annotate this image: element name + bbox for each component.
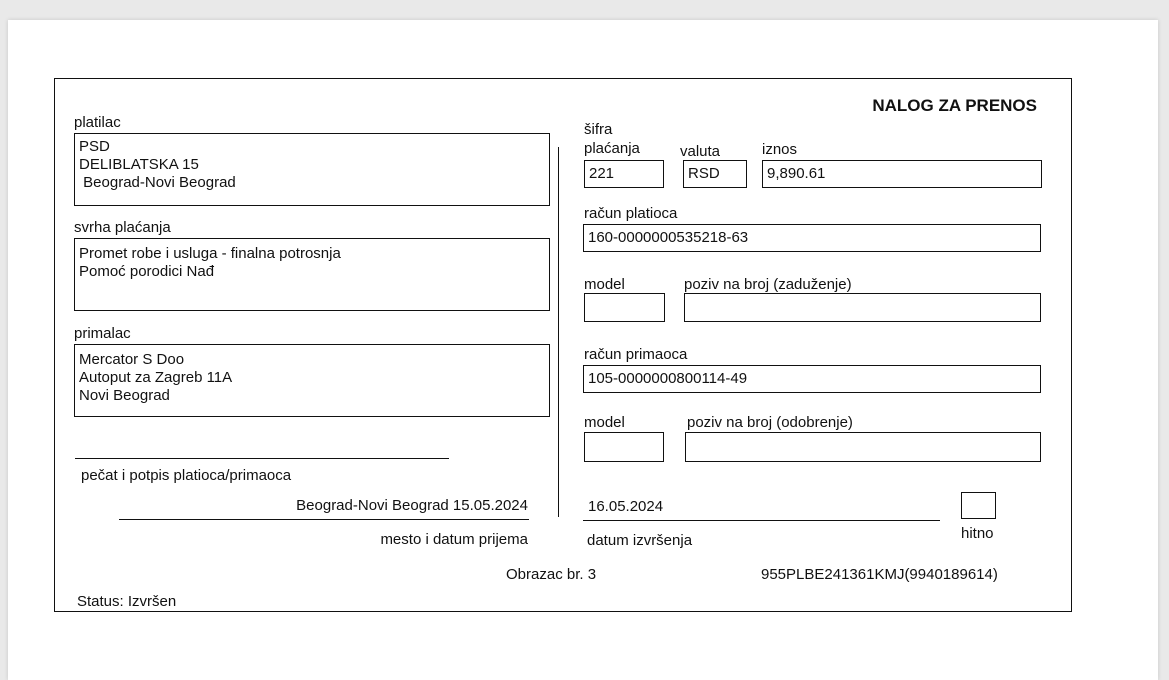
debit-model-label: model <box>584 276 625 293</box>
payer-line-3: Beograd-Novi Beograd <box>79 174 236 191</box>
credit-model-label: model <box>584 414 625 431</box>
form-number: Obrazac br. 3 <box>506 566 597 583</box>
place-date-received-label: mesto i datum prijema <box>380 531 528 548</box>
amount-value: 9,890.61 <box>767 165 826 182</box>
payment-code-value: 221 <box>589 165 615 182</box>
recipient-label: primalac <box>74 325 131 342</box>
credit-reference-value <box>686 433 1040 437</box>
credit-model-value <box>585 433 663 437</box>
recipient-account-box <box>583 365 1041 393</box>
purpose-line-2: Pomoć porodici Nađ <box>79 263 215 280</box>
debit-reference-box <box>684 293 1041 322</box>
place-date-line <box>119 519 529 520</box>
payer-label: platilac <box>74 114 121 131</box>
payer-account-box <box>583 224 1041 252</box>
place-date-received-value: Beograd-Novi Beograd 15.05.2024 <box>296 497 528 514</box>
credit-reference-box <box>685 432 1041 462</box>
signature-line <box>75 458 449 459</box>
currency-value: RSD <box>688 165 720 182</box>
payment-code-box <box>584 160 664 188</box>
purpose-line-1: Promet robe i usluga - finalna potrosnja <box>79 245 341 262</box>
debit-reference-value <box>685 294 1040 298</box>
debit-model-box <box>584 293 665 322</box>
form-title: NALOG ZA PRENOS <box>872 96 1037 115</box>
recipient-line-3: Novi Beograd <box>79 387 170 404</box>
payment-code-label-line-2: plaćanja <box>584 140 640 157</box>
purpose-label: svrha plaćanja <box>74 219 171 236</box>
recipient-box <box>74 344 550 417</box>
payer-box <box>74 133 550 206</box>
reference-code: 955PLBE241361KMJ(9940189614) <box>761 566 998 583</box>
execution-date-label: datum izvršenja <box>587 532 693 549</box>
payment-order-form <box>54 78 1072 612</box>
status-text: Status: Izvršen <box>77 593 177 610</box>
payer-line-2: DELIBLATSKA 15 <box>79 156 199 173</box>
payer-line-1: PSD <box>79 138 110 155</box>
debit-reference-label: poziv na broj (zaduženje) <box>684 276 852 293</box>
credit-model-box <box>584 432 664 462</box>
debit-model-value <box>585 294 664 298</box>
urgent-checkbox[interactable] <box>961 492 996 519</box>
currency-box <box>683 160 747 188</box>
recipient-account-label: račun primaoca <box>584 346 688 363</box>
execution-date-value: 16.05.2024 <box>588 498 664 515</box>
amount-label: iznos <box>762 141 798 158</box>
payer-account-value: 160-0000000535218-63 <box>588 229 749 246</box>
signature-label: pečat i potpis platioca/primaoca <box>81 467 292 484</box>
recipient-line-2: Autoput za Zagreb 11A <box>79 369 233 386</box>
payment-code-label-line-1: šifra <box>584 121 613 138</box>
column-divider <box>558 147 559 517</box>
amount-box <box>762 160 1042 188</box>
recipient-line-1: Mercator S Doo <box>79 351 185 368</box>
urgent-label: hitno <box>961 525 994 542</box>
credit-reference-label: poziv na broj (odobrenje) <box>687 414 853 431</box>
currency-label: valuta <box>680 143 721 160</box>
purpose-box <box>74 238 550 311</box>
payer-account-label: račun platioca <box>584 205 678 222</box>
recipient-account-value: 105-0000000800114-49 <box>588 370 748 387</box>
execution-date-line <box>583 520 940 521</box>
